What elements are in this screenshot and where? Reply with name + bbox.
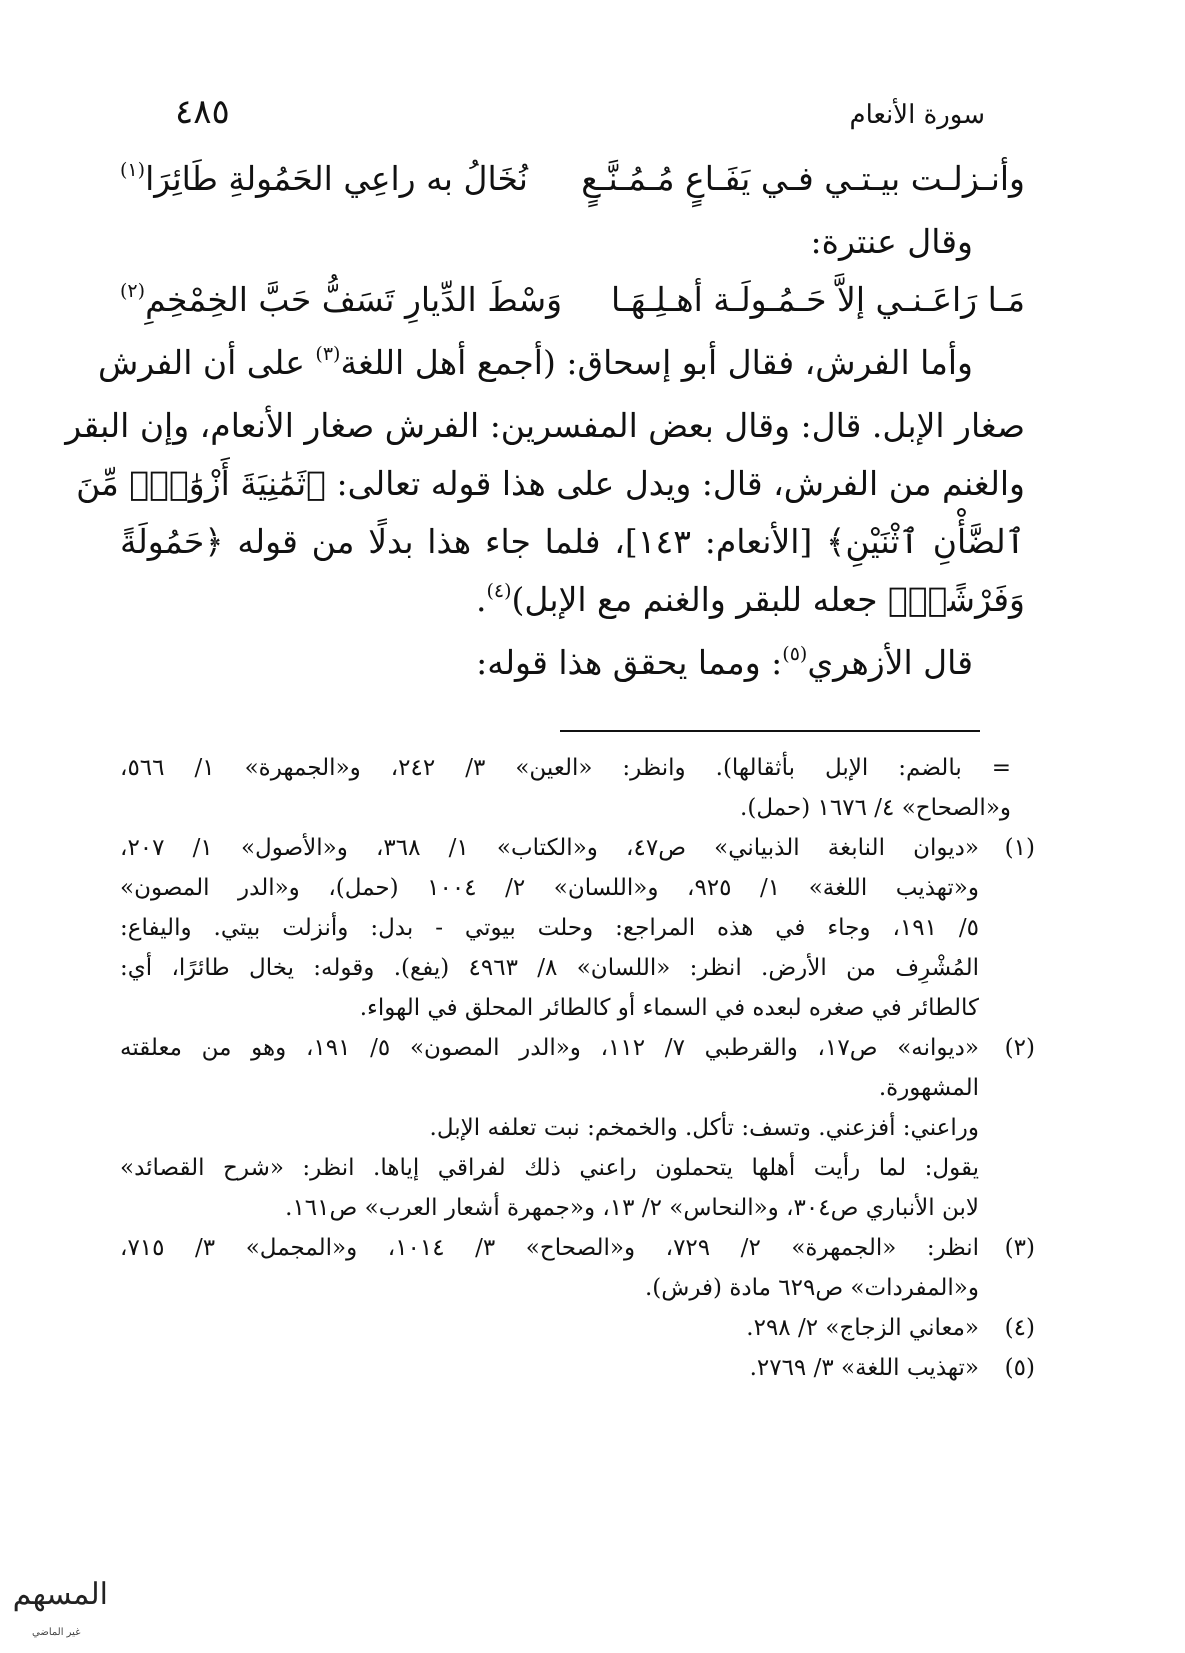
footnote-5: (٥) «تهذيب اللغة» ٣/ ٢٧٦٩. — [120, 1348, 1035, 1388]
paragraph-line: وأما الفرش، فقال أبو إسحاق: (أجمع أهل اللغة$^{(٣)}$ على أن الفرش — [98, 343, 973, 382]
footnote-4: (٤) «معاني الزجاج» ٢/ ٢٩٨. — [120, 1308, 1035, 1348]
footnote-ref: (٥) — [782, 643, 808, 665]
footnote-3: (٣) انظر: «الجمهرة» ٢/ ٧٢٩، و«الصحاح» ٣/ ١٠١٤، و«المجمل» ٣/ ٧١٥، و«المفردات» ص٦٢٩ مادة (فرش). — [120, 1228, 1035, 1308]
footnote-number: (٢) — [1004, 1035, 1035, 1061]
footnote-number: (١) — [1004, 835, 1035, 861]
main-text — [65, 150, 1026, 697]
verse-hemistich-left: نُخَالُ به راعِي الحَمُولةِ طَائِرَا$^{(١)}$ — [120, 159, 528, 198]
footnote-continuation: = بالضم: الإبل بأثقالها). وانظر: «العين» ٣/ ٢٤٢، و«الجمهرة» ١/ ٥٦٦، و«الصحاح» ٤/ ١٦٧٦ (حمل). — [120, 755, 1011, 821]
verse-line-1 — [120, 150, 1025, 213]
verse-hemistich-right: وأنـزلـت بيـتـي فـي يَفَـاعٍ مُـمُـنَّـعٍ — [581, 159, 1025, 198]
page-number: ٤٨٥ — [175, 92, 230, 132]
verse-hemistich-right: مَـا رَاعَـنـي إلاَّ حَـمُـولَـة أهـلِـهَـا — [611, 280, 1025, 319]
verse-hemistich-left: وَسْطَ الدِّيارِ تَسَفُّ حَبَّ الخِمْخِمِ$^{(٢)}$ — [120, 280, 563, 319]
paragraph-line: ٱلضَّأْنِ ٱثْنَيْنِ﴾ [الأنعام: ١٤٣]، فلما جاء هذا بدلًا من قوله ﴿حَمُولَةً — [120, 522, 1026, 561]
footnotes — [120, 748, 1035, 1388]
footnote-number: (٤) — [1004, 1315, 1035, 1341]
paragraph-line: والغنم من الفرش، قال: ويدل على هذا قوله تعالى: ﴿ثَمَٰنِيَةَ أَزْوَٰجٍۖ مِّنَ — [76, 464, 1025, 503]
footnote-number: (٥) — [1004, 1355, 1035, 1381]
surah-title: سورة الأنعام — [849, 100, 985, 130]
paragraph-line: قال الأزهري$^{(٥)}$: ومما يحقق هذا قوله: — [476, 643, 973, 682]
paragraph-line: صغار الإبل. قال: وقال بعض المفسرين: الفرش صغار الأنعام، وإن البقر — [65, 406, 1025, 445]
footnote-separator — [560, 730, 980, 732]
footnote-ref: (٣) — [315, 343, 341, 365]
footnote-number: (٣) — [1004, 1235, 1035, 1261]
watermark-logo: المسهم غير الماضي — [8, 1575, 108, 1635]
footnote-1: (١) «ديوان النابغة الذبياني» ص٤٧، و«الكتاب» ١/ ٣٦٨، و«الأصول» ١/ ٢٠٧، و«تهذيب اللغة» ١/ ٩٢٥، و«اللسان» ٢/ ١٠٠٤ (حمل)، و«الدر المصون» ٥/ ١٩١، وجاء في هذه المراجع: وحلت بيوتي - بدل: وأنزلت بيتي. واليفاع: المُشْرِف من الأرض. انظر: «اللسان» ٨/ ٤٩٦٣ (يفع). وقوله: يخال طائرًا، أي: كالطائر في صغره لبعده في السماء أو كالطائر المحلق في الهواء. — [120, 828, 1035, 1028]
verse-line-2 — [120, 271, 1025, 334]
watermark-subtitle: غير الماضي — [32, 1627, 81, 1638]
footnote-2: (٢) «ديوانه» ص١٧، والقرطبي ٧/ ١١٢، و«الدر المصون» ٥/ ١٩١، وهو من معلقته المشهورة. وراعني: أفزعني. وتسف: تأكل. والخمخم: نبت تعلفه الإبل. يقول: لما رأيت أهلها يتحملون راعني ذلك لفراقي إياها. انظر: «شرح القصائد» لابن الأنباري ص٣٠٤، و«النحاس» ٢/ ١٣، و«جمهرة أشعار العرب» ص١٦١. — [120, 1028, 1035, 1228]
paragraph-line: وَفَرْشًاۚ﴾ جعله للبقر والغنم مع الإبل)$^{(٤)}$. — [475, 580, 1025, 619]
footnote-ref: (١) — [120, 159, 146, 181]
footnote-ref: (٤) — [486, 580, 512, 602]
poet-intro: وقال عنترة: — [810, 222, 973, 261]
footnote-ref: (٢) — [120, 280, 146, 302]
